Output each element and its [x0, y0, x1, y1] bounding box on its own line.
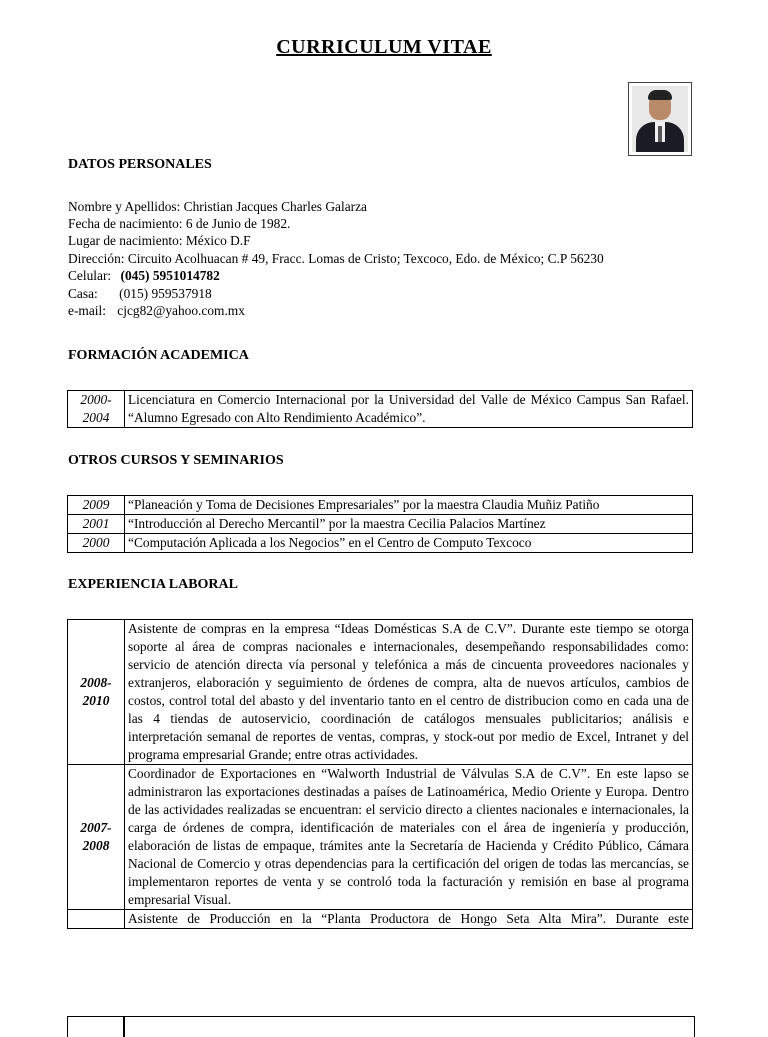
cell-label: Celular: [68, 268, 112, 283]
table-row [68, 910, 693, 929]
personal-heading: DATOS PERSONALES [68, 157, 212, 172]
year-cell [68, 910, 125, 929]
year-cell: 2001 [68, 515, 125, 534]
cell-value: (045) 5951014782 [120, 268, 220, 283]
table-row [68, 515, 693, 534]
email-line [68, 303, 245, 319]
description-cell: Licenciatura en Comercio Internacional por la Universidad del Valle de México Campus San Rafael. “Alumno Egresado con Alto Rendimiento Académico”. [125, 391, 693, 428]
year-cell: 2007- 2008 [68, 765, 125, 910]
next-page-table-edge [67, 1016, 695, 1037]
birth-place-line: Lugar de nacimiento: México D.F [68, 233, 251, 248]
year-cell: 2008- 2010 [68, 620, 125, 765]
description-cell: “Computación Aplicada a los Negocios” en el Centro de Computo Texcoco [125, 534, 693, 553]
home-value: (015) 959537918 [119, 286, 212, 301]
year-cell: 2009 [68, 496, 125, 515]
birth-date-line: Fecha de nacimiento: 6 de Junio de 1982. [68, 216, 291, 231]
description-cell: “Planeación y Toma de Decisiones Empresariales” por la maestra Claudia Muñiz Patiño [125, 496, 693, 515]
profile-photo [628, 82, 692, 156]
table-row [68, 496, 693, 515]
table-row [68, 391, 693, 428]
description-cell: “Introducción al Derecho Mercantil” por la maestra Cecilia Palacios Martínez [125, 515, 693, 534]
table-row [68, 620, 693, 765]
year-cell: 2000- 2004 [68, 391, 125, 428]
education-heading: FORMACIÓN ACADEMICA [68, 348, 249, 363]
email-value[interactable]: cjcg82@yahoo.com.mx [117, 303, 245, 318]
table-row [68, 534, 693, 553]
description-cell: Asistente de Producción en la “Planta Productora de Hongo Seta Alta Mira”. Durante este [125, 910, 693, 929]
page-title: CURRICULUM VITAE [276, 36, 492, 58]
experience-table [67, 619, 693, 929]
home-label: Casa: [68, 286, 98, 301]
year-cell: 2000 [68, 534, 125, 553]
description-cell: Coordinador de Exportaciones en “Walworth Industrial de Válvulas S.A de C.V”. En este lapso se administraron las exportaciones destinadas a países de Latinoamérica, Medio Oriente y Europa. Dentro de las actividades realizadas se encuentran: el servicio directo a clientes nacionales e internacionales, la carga de órdenes de compra, identificación de materiales con el área de ingeniería y producción, elaboración de listas de empaque, trámites ante la Secretaría de Hacienda y Crédito Público, Cámara Nacional de Comercio y otras dependencias para la certificación del origen de todas las mercancías, se implementaron reportes de venta y se controló toda la facturación y remisión en base al programa empresarial Visual. [125, 765, 693, 910]
table-row [68, 765, 693, 910]
courses-heading: OTROS CURSOS Y SEMINARIOS [68, 453, 284, 468]
home-line [68, 286, 212, 302]
email-label: e-mail: [68, 303, 106, 318]
description-cell: Asistente de compras en la empresa “Ideas Domésticas S.A de C.V”. Durante este tiempo se otorga soporte al área de compras nacionales e internacionales, desempeñando responsabilidades como: servicio de atención directa vía personal y telefónica a más de cincuenta proveedores nacionales y extranjeros, elaboración y seguimiento de órdenes de compra, alta de nuevos artículos, cambios de costos, control total del abasto y del inventario tanto en el centro de distribucion como en cada una de las 4 tiendas de autoservicio, coordinación de catálogos mensuales publicitarios; análisis e interpretación semanal de reportes de ventas, compras, y stock-out por medio de Excel, Intranet y del programa empresarial Grande; entre otras actividades. [125, 620, 693, 765]
name-line: Nombre y Apellidos: Christian Jacques Charles Galarza [68, 199, 367, 214]
cell-line [68, 268, 220, 284]
courses-table [67, 495, 693, 553]
experience-heading: EXPERIENCIA LABORAL [68, 577, 238, 592]
education-table [67, 390, 693, 428]
address-line: Dirección: Circuito Acolhuacan # 49, Fracc. Lomas de Cristo; Texcoco, Edo. de México; C.P 56230 [68, 251, 604, 266]
